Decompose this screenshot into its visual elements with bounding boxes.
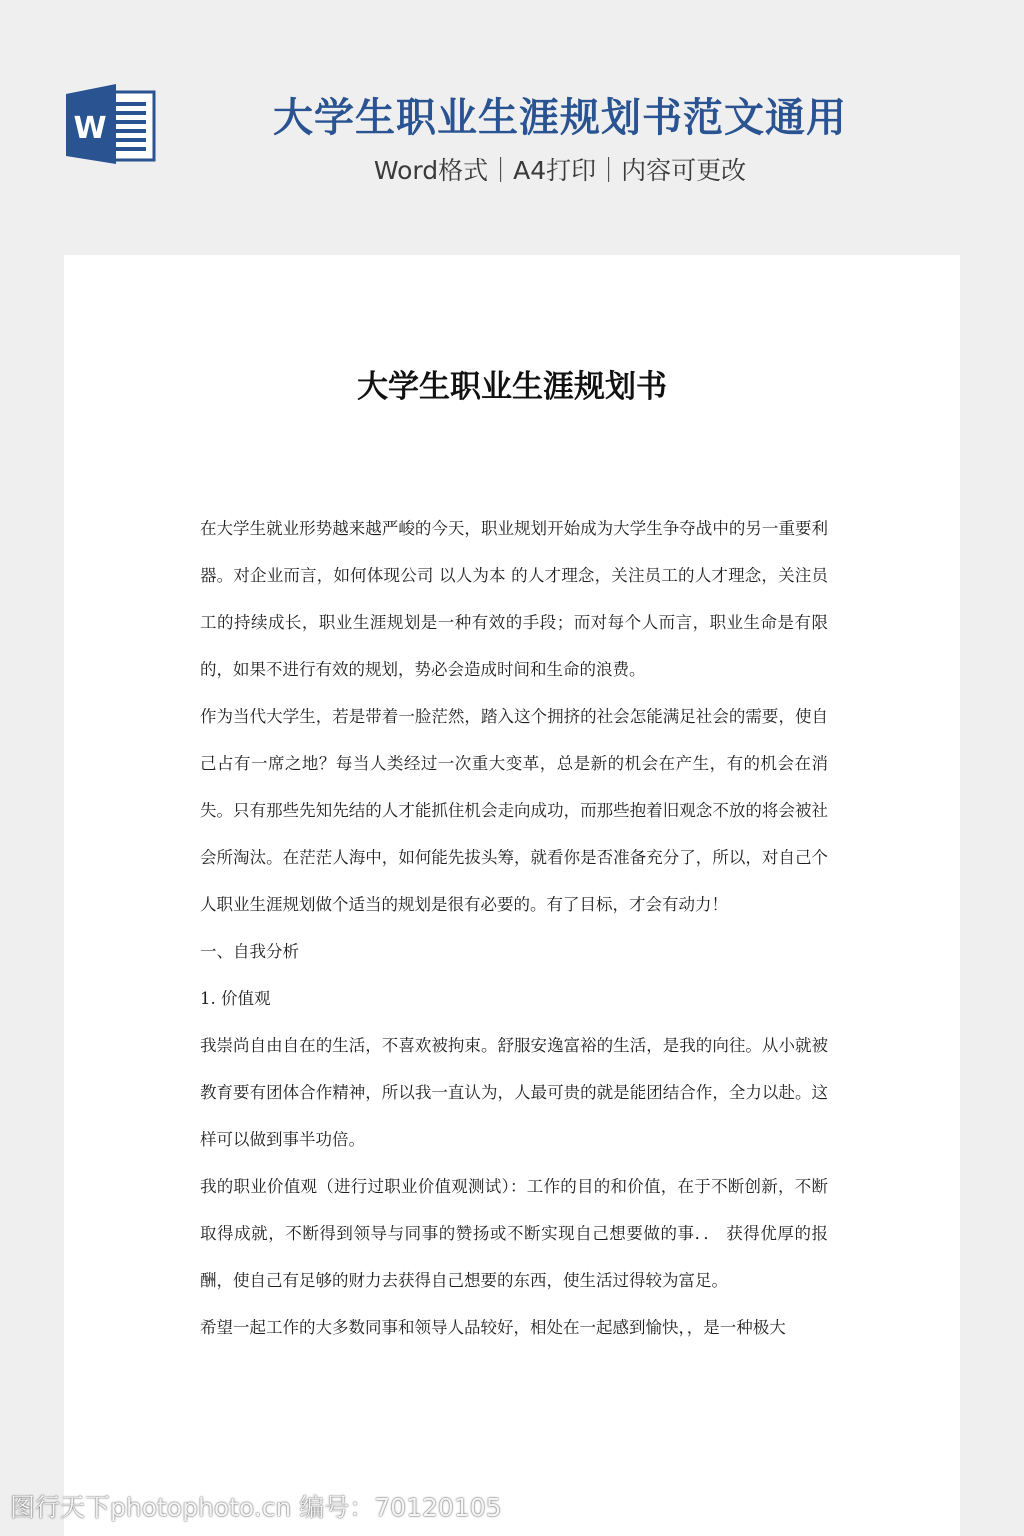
watermark: 图行天下photophoto.cn 编号：70120105 <box>10 1493 502 1522</box>
document-title: 大学生职业生涯规划书 <box>357 369 667 405</box>
paragraph-contemporary: 作为当代大学生，若是带着一脸茫然，踏入这个拥挤的社会怎能满足社会的需要，使自己占有一席之地？每当人类经过一次重大变革，总是新的机会在产生，有的机会在消失。只有那些先知先结的人才能抓住机会走向成功，而那些抱着旧观念不放的将会被社会所淘汰。在茫茫人海中，如何能先拔头筹，就看你是否准备充分了，所以，对自己个人职业生涯规划做个适当的规划是很有必要的。有了目标，才会有动力！ <box>200 707 828 914</box>
page-header-title: 大学生职业生涯规划书范文通用 <box>273 95 847 141</box>
paragraph-intro: 在大学生就业形势越来越严峻的今天，职业规划开始成为大学生争夺战中的另一重要利器。对企业而言，如何体现公司 以人为本 的人才理念，关注员工的人才理念，关注员工的持续成长，职业生涯规划是一种有效的手段；而对每个人而言，职业生命是有限的，如果不进行有效的规划，势必会造成时间和生命的浪费。 <box>200 519 828 679</box>
paragraph-colleagues: 希望一起工作的大多数同事和领导人品较好，相处在一起感到愉快，，是一种极大 <box>200 1318 786 1337</box>
page-header-subtitle: Word格式｜A4打印｜内容可更改 <box>373 156 747 185</box>
word-document-icon <box>64 82 156 166</box>
svg-text:W: W <box>73 111 107 146</box>
paragraph-career-values: 我的职业价值观（进行过职业价值观测试）：工作的目的和价值，在于不断创新，不断取得成就，不断得到领导与同事的赞扬或不断实现自己想要做的事．． 获得优厚的报酬，使自己有足够的财力去获得自己想要的东西，使生活过得较为富足。 <box>200 1177 828 1290</box>
document-body <box>200 505 828 1351</box>
section-heading-self-analysis: 一、自我分析 <box>200 942 299 961</box>
paragraph-values: 我崇尚自由自在的生活，不喜欢被拘束。舒服安逸富裕的生活，是我的向往。从小就被教育要有团体合作精神，所以我一直认为，人最可贵的就是能团结合作，全力以赴。这样可以做到事半功倍。 <box>200 1036 828 1149</box>
subheading-values: 1. 价值观 <box>200 989 271 1008</box>
page-header <box>0 0 1024 255</box>
